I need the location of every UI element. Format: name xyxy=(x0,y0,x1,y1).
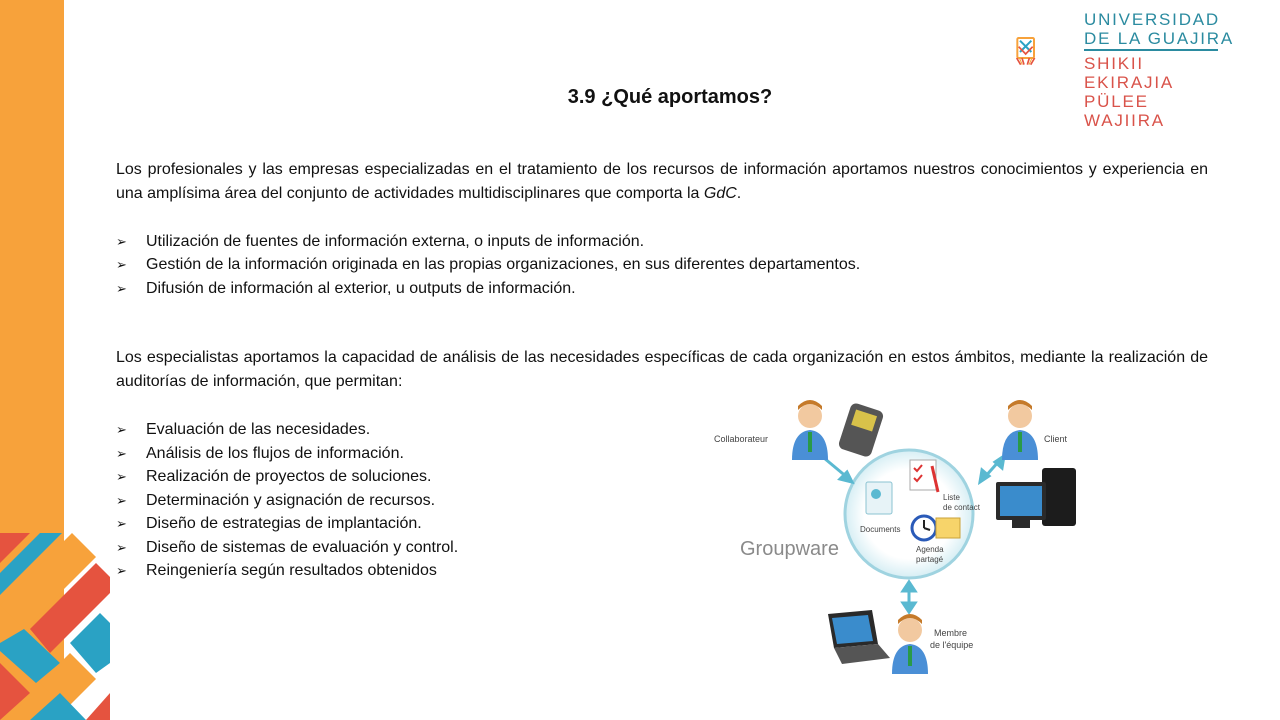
contact-list-label-2: de contact xyxy=(943,503,980,512)
documents-label: Documents xyxy=(860,525,901,534)
arrow-bullet-icon: ➢ xyxy=(116,280,127,296)
team-member-person-icon xyxy=(892,614,928,674)
slide-title: 3.9 ¿Qué aportamos? xyxy=(567,86,773,108)
logo-line-4: PÜLEE WAJIIRA xyxy=(1084,92,1165,130)
arrow-bullet-icon: ➢ xyxy=(116,445,127,461)
logo-line-2: DE LA GUAJIRA xyxy=(1084,29,1234,48)
bullet-list-2 xyxy=(116,418,458,583)
client-label: Client xyxy=(1044,434,1068,444)
arrowhead-icon xyxy=(903,582,915,591)
list-item: ➢ Diseño de estrategias de implantación. xyxy=(116,512,458,536)
arrow-bullet-icon: ➢ xyxy=(116,469,127,484)
collaborateur-label: Collaborateur xyxy=(714,434,769,444)
groupware-diagram xyxy=(706,396,1086,676)
arrowhead-icon xyxy=(903,603,915,612)
shared-agenda-icon xyxy=(912,516,960,540)
list-item: ➢ Diseño de sistemas de evaluación y control. xyxy=(116,536,458,560)
list-item: ➢ Gestión de la información originada en las propias organizaciones, en sus diferentes departamentos. xyxy=(116,253,860,276)
contact-list-icon xyxy=(910,460,938,492)
list-item: ➢ Determinación y asignación de recursos. xyxy=(116,489,458,513)
collaborateur-person-icon xyxy=(792,400,828,460)
contact-list-label-1: Liste xyxy=(943,493,960,502)
decorative-pattern-icon xyxy=(0,533,110,720)
member-label-2: de l'équipe xyxy=(930,640,974,650)
arrow-bullet-icon: ➢ xyxy=(116,516,127,531)
university-logo-icon xyxy=(1014,8,1084,94)
list-item: ➢ Análisis de los flujos de información. xyxy=(116,442,458,466)
paragraph-1-emphasis: GdC xyxy=(703,185,737,202)
logo-divider xyxy=(1084,49,1218,51)
arrow-bullet-icon: ➢ xyxy=(116,422,127,437)
university-name xyxy=(1084,10,1234,130)
paragraph-2: Los especialistas aportamos la capacidad de análisis de las necesidades específicas de cada organización en estos ámbitos, mediante la realización de auditorías de información, que permitan: xyxy=(116,349,1208,390)
bullet-list-1 xyxy=(116,230,860,300)
arrow-bullet-icon: ➢ xyxy=(116,492,127,508)
laptop-icon xyxy=(828,610,890,664)
paragraph-1 xyxy=(116,158,1208,206)
paragraph-1-end: . xyxy=(736,185,742,202)
member-label-1: Membre xyxy=(934,628,968,638)
groupware-label: Groupware xyxy=(740,538,839,560)
desktop-computer-icon xyxy=(996,468,1076,528)
list-item: ➢ Realización de proyectos de soluciones. xyxy=(116,465,458,489)
arrow-bullet-icon: ➢ xyxy=(116,563,127,578)
mobile-phone-icon xyxy=(837,402,884,458)
paragraph-1-text: Los profesionales y las empresas especializadas en el tratamiento de los recursos de información aportamos nuestros conocimientos y experiencia en una amplísima área del conjunto de actividades multidisciplinares que comporta la xyxy=(116,161,1208,202)
groupware-circle xyxy=(845,450,973,578)
arrow-bullet-icon: ➢ xyxy=(116,234,127,249)
agenda-label-1: Agenda xyxy=(916,545,944,554)
client-person-icon xyxy=(1002,400,1038,460)
arrow-bullet-icon: ➢ xyxy=(116,257,127,273)
logo-line-3: SHIKII EKIRAJIA xyxy=(1084,54,1174,92)
list-item: ➢ Utilización de fuentes de información externa, o inputs de información. xyxy=(116,230,860,253)
agenda-label-2: partagé xyxy=(916,555,944,564)
documents-icon xyxy=(866,482,892,514)
list-item: ➢ Reingeniería según resultados obtenidos xyxy=(116,559,458,583)
arrow-bullet-icon: ➢ xyxy=(116,539,127,555)
logo-line-1: UNIVERSIDAD xyxy=(1084,10,1220,29)
list-item: ➢ Difusión de información al exterior, u outputs de información. xyxy=(116,277,860,300)
list-item: ➢ Evaluación de las necesidades. xyxy=(116,418,458,442)
